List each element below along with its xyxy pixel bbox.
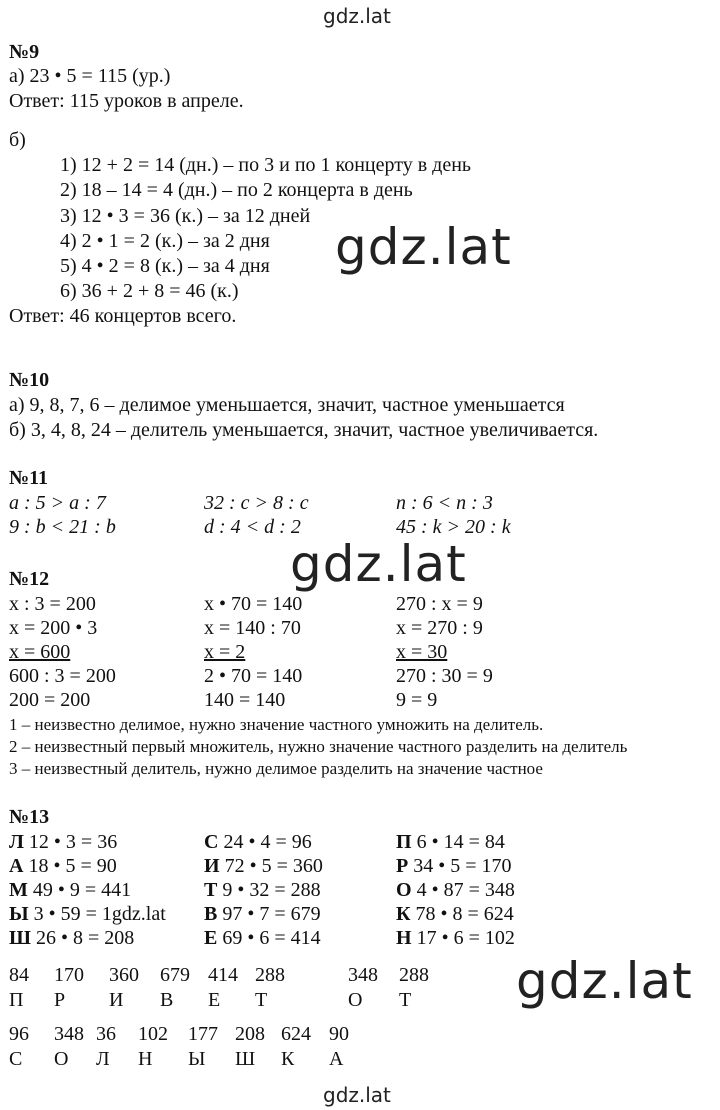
code-number: 360	[109, 964, 139, 986]
task13-item	[396, 902, 515, 926]
code-number: 36	[96, 1023, 116, 1045]
code-letter: О	[348, 989, 363, 1011]
task13-letter: А	[9, 855, 24, 877]
code-number: 96	[9, 1023, 29, 1045]
task13-expr: 24 • 4 = 96	[223, 831, 312, 853]
code-letter: Т	[399, 989, 412, 1011]
task13-item	[9, 926, 166, 950]
task13-expr: 18 • 5 = 90	[28, 855, 117, 877]
watermark-big-2: gdz.lat	[290, 535, 467, 593]
task13-letter: К	[396, 903, 411, 925]
task12-col-3	[396, 592, 493, 712]
task11-expr: 45 : k > 20 : k	[396, 516, 511, 538]
task13-expr: 49 • 9 = 441	[32, 879, 132, 901]
task13-letter: М	[9, 879, 28, 901]
task12-notes	[9, 714, 627, 780]
code-letter: И	[109, 989, 124, 1011]
task9-step-5: 5) 4 • 2 = 8 (к.) – за 4 дня	[60, 255, 270, 277]
task13-letter: Е	[204, 927, 218, 949]
code-letter: Р	[54, 989, 66, 1011]
code-number: 348	[348, 964, 378, 986]
task13-col-3	[396, 830, 515, 950]
task13-row1-numbers	[9, 963, 439, 987]
code-number: 170	[54, 964, 84, 986]
task11-expr: 32 : c > 8 : c	[204, 492, 309, 514]
task12-result: x = 600	[9, 641, 71, 663]
code-letter: П	[9, 989, 24, 1011]
task12-line: x : 3 = 200	[9, 593, 96, 615]
code-letter: К	[281, 1048, 295, 1070]
task12-line: 140 = 140	[204, 689, 286, 711]
task13-item	[396, 854, 515, 878]
task13-row2-numbers	[9, 1022, 359, 1046]
code-number: 84	[9, 964, 29, 986]
task13-expr: 12 • 3 = 36	[28, 831, 118, 853]
code-number: 208	[235, 1023, 265, 1045]
task9-a-line: а) 23 • 5 = 115 (ур.)	[9, 65, 171, 87]
task12-line: x • 70 = 140	[204, 593, 303, 615]
task12-note: 1 – неизвестно делимое, нужно значение частного умножить на делитель.	[9, 715, 544, 734]
task13-item	[204, 902, 323, 926]
task12-result: x = 2	[204, 641, 246, 663]
code-number: 348	[54, 1023, 84, 1045]
task13-expr: 69 • 6 = 414	[222, 927, 321, 949]
task11-col-3	[396, 491, 511, 539]
task9-step-3: 3) 12 • 3 = 36 (к.) – за 12 дней	[60, 205, 311, 227]
code-letter: А	[329, 1048, 344, 1070]
task11-expr: d : 4 < d : 2	[204, 516, 301, 538]
task13-item	[9, 830, 166, 854]
task13-letter: Н	[396, 927, 412, 949]
task13-letter: В	[204, 903, 218, 925]
task13-letter: Т	[204, 879, 218, 901]
task13-letter: Ы	[9, 903, 29, 925]
task13-col-2	[204, 830, 323, 950]
task10-heading: №10	[9, 369, 50, 391]
code-number: 288	[399, 964, 429, 986]
task13-item	[204, 830, 323, 854]
task11-expr: a : 5 > a : 7	[9, 492, 106, 514]
task13-letter: И	[204, 855, 220, 877]
code-letter: Ы	[188, 1048, 206, 1070]
code-letter: В	[160, 989, 174, 1011]
task13-item	[396, 830, 515, 854]
task13-row1-letters	[9, 988, 439, 1012]
task12-line: 600 : 3 = 200	[9, 665, 116, 687]
task11-expr: n : 6 < n : 3	[396, 492, 493, 514]
code-number: 624	[281, 1023, 311, 1045]
task13-letter: О	[396, 879, 412, 901]
task13-expr: 3 • 59 = 1gdz.lat	[33, 903, 166, 925]
watermark-bottom: gdz.lat	[323, 1083, 391, 1107]
code-letter: О	[54, 1048, 69, 1070]
task13-item	[9, 854, 166, 878]
task12-col-2	[204, 592, 302, 712]
task13-expr: 34 • 5 = 170	[413, 855, 512, 877]
watermark-top: gdz.lat	[323, 4, 391, 28]
code-letter: Л	[96, 1048, 110, 1070]
task9-b-answer: Ответ: 46 концертов всего.	[9, 305, 237, 327]
task10-line-b: б) 3, 4, 8, 24 – делитель уменьшается, значит, частное увеличивается.	[9, 419, 599, 441]
task13-letter: Л	[9, 831, 24, 853]
task9-step-1: 1) 12 + 2 = 14 (дн.) – по 3 и по 1 концерту в день	[60, 154, 472, 176]
task13-expr: 97 • 7 = 679	[222, 903, 321, 925]
task13-letter: Р	[396, 855, 409, 877]
code-number: 90	[329, 1023, 349, 1045]
task13-item	[204, 878, 323, 902]
task13-expr: 26 • 8 = 208	[35, 927, 135, 949]
task11-col-2	[204, 491, 309, 539]
task12-line: x = 270 : 9	[396, 617, 483, 639]
task13-col-1	[9, 830, 166, 950]
task9-step-2: 2) 18 – 14 = 4 (дн.) – по 2 концерта в день	[60, 179, 413, 201]
task13-expr: 78 • 8 = 624	[415, 903, 514, 925]
task11-heading: №11	[9, 467, 48, 489]
task13-expr: 4 • 87 = 348	[416, 879, 515, 901]
task10-line-a: а) 9, 8, 7, 6 – делимое уменьшается, значит, частное уменьшается	[9, 394, 565, 416]
task13-expr: 17 • 6 = 102	[416, 927, 515, 949]
task9-b-label: б)	[9, 129, 26, 151]
task11-col-1	[9, 491, 116, 539]
code-letter: Т	[255, 989, 268, 1011]
task13-expr: 9 • 32 = 288	[222, 879, 321, 901]
code-number: 679	[160, 964, 190, 986]
code-number: 414	[208, 964, 238, 986]
task12-line: x = 200 • 3	[9, 617, 98, 639]
task13-heading: №13	[9, 806, 50, 828]
task9-step-4: 4) 2 • 1 = 2 (к.) – за 2 дня	[60, 230, 270, 252]
task13-row2-letters	[9, 1047, 359, 1071]
watermark-big-3: gdz.lat	[516, 952, 693, 1010]
code-number: 102	[138, 1023, 168, 1045]
code-letter: Е	[208, 989, 221, 1011]
task13-item	[396, 926, 515, 950]
task12-line: 270 : x = 9	[396, 593, 483, 615]
code-number: 288	[255, 964, 285, 986]
task12-result: x = 30	[396, 641, 448, 663]
code-number: 177	[188, 1023, 218, 1045]
task13-letter: Ш	[9, 927, 31, 949]
task11-expr: 9 : b < 21 : b	[9, 516, 116, 538]
task13-item	[9, 878, 166, 902]
task12-line: 9 = 9	[396, 689, 438, 711]
task12-line: x = 140 : 70	[204, 617, 301, 639]
task13-item	[9, 902, 166, 926]
task13-item	[396, 878, 515, 902]
task12-heading: №12	[9, 568, 50, 590]
task9-a-answer: Ответ: 115 уроков в апреле.	[9, 90, 244, 112]
task12-col-1	[9, 592, 116, 712]
task9-step-6: 6) 36 + 2 + 8 = 46 (к.)	[60, 280, 239, 302]
task13-expr: 72 • 5 = 360	[224, 855, 323, 877]
code-letter: Н	[138, 1048, 153, 1070]
task13-letter: С	[204, 831, 219, 853]
watermark-big-1: gdz.lat	[335, 218, 512, 276]
task13-letter: П	[396, 831, 412, 853]
task13-item	[204, 854, 323, 878]
task13-expr: 6 • 14 = 84	[416, 831, 505, 853]
task12-line: 270 : 30 = 9	[396, 665, 493, 687]
task12-line: 2 • 70 = 140	[204, 665, 303, 687]
task12-note: 3 – неизвестный делитель, нужно делимое разделить на значение частное	[9, 759, 543, 778]
code-letter: С	[9, 1048, 23, 1070]
code-letter: Ш	[235, 1048, 256, 1070]
task13-item	[204, 926, 323, 950]
task12-line: 200 = 200	[9, 689, 91, 711]
task9-heading: №9	[9, 41, 40, 63]
task12-note: 2 – неизвестный первый множитель, нужно значение частного разделить на делитель	[9, 737, 628, 756]
